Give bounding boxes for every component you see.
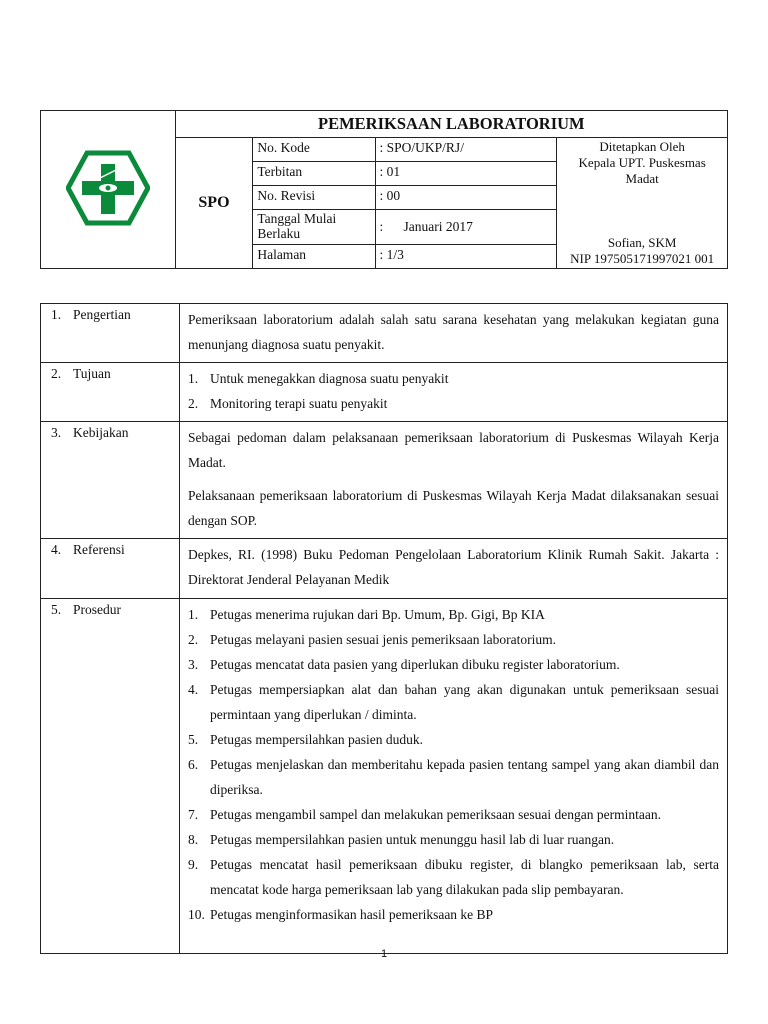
section-content bbox=[180, 422, 728, 539]
sign-name: Sofian, SKM bbox=[607, 235, 677, 250]
section-row bbox=[41, 422, 728, 539]
document-title: PEMERIKSAAN LABORATORIUM bbox=[175, 111, 727, 138]
meta-value: : SPO/UKP/RJ/ bbox=[375, 138, 557, 162]
list-item: 8. Petugas mempersilahkan pasien untuk menunggu hasil lab di luar ruangan. bbox=[188, 832, 615, 847]
spo-header-table bbox=[40, 110, 728, 269]
meta-value: : 01 bbox=[375, 162, 557, 186]
sign-line1: Ditetapkan Oleh bbox=[599, 139, 685, 154]
meta-key: Halaman bbox=[253, 245, 375, 269]
list-item: 6. Petugas menjelaskan dan memberitahu kepada pasien tentang sampel yang akan diambil dan diperiksa. bbox=[188, 757, 719, 797]
section-label: 2. Tujuan bbox=[41, 363, 180, 422]
paragraph: Pelaksanaan pemeriksaan laboratorium di Puskesmas Wilayah Kerja Madat dilaksanakan sesuai dengan SOP. bbox=[188, 488, 719, 528]
list-item: 2. Petugas melayani pasien sesuai jenis pemeriksaan laboratorium. bbox=[188, 632, 557, 647]
meta-key: No. Kode bbox=[253, 138, 375, 162]
list-item: 1. Petugas menerima rujukan dari Bp. Umum, Bp. Gigi, Bp KIA bbox=[188, 607, 545, 622]
sign-line2: Kepala UPT. Puskesmas Madat bbox=[578, 155, 706, 186]
section-label: 5. Prosedur bbox=[41, 599, 180, 954]
meta-value: : Januari 2017 bbox=[375, 210, 557, 245]
list-item: 4. Petugas mempersiapkan alat dan bahan yang akan digunakan untuk pemeriksaan sesuai permintaan yang diperlukan / diminta. bbox=[188, 682, 719, 722]
meta-value: : 1/3 bbox=[375, 245, 557, 269]
section-content: Pemeriksaan laboratorium adalah salah satu sarana kesehatan yang melakukan kegiatan guna menunjang diagnosa suatu penyakit. bbox=[180, 304, 728, 363]
section-content: Depkes, RI. (1998) Buku Pedoman Pengelolaan Laboratorium Klinik Rumah Sakit. Jakarta : Direktorat Jenderal Pelayanan Medik bbox=[180, 539, 728, 599]
section-label: 4. Referensi bbox=[41, 539, 180, 599]
signature-block bbox=[557, 138, 728, 269]
section-content bbox=[180, 363, 728, 422]
section-row bbox=[41, 539, 728, 599]
puskesmas-logo-icon bbox=[66, 150, 150, 226]
section-row bbox=[41, 363, 728, 422]
list-item: 5. Petugas mempersilahkan pasien duduk. bbox=[188, 732, 423, 747]
logo-cell bbox=[41, 111, 176, 269]
page-number: 1 bbox=[380, 948, 388, 960]
spo-label: SPO bbox=[175, 138, 253, 269]
section-label: 1. Pengertian bbox=[41, 304, 180, 363]
meta-key: Tanggal Mulai Berlaku bbox=[253, 210, 375, 245]
section-row bbox=[41, 304, 728, 363]
section-row bbox=[41, 599, 728, 954]
paragraph: Sebagai pedoman dalam pelaksanaan pemeriksaan laboratorium di Puskesmas Wilayah Kerja Madat. bbox=[188, 430, 719, 470]
list-item: 9. Petugas mencatat hasil pemeriksaan dibuku register, di blangko pemeriksaan lab, serta mencatat kode harga pemeriksaan lab yang dilakukan pada slip pembayaran. bbox=[188, 857, 719, 897]
sign-nip: NIP 197505171997021 001 bbox=[570, 251, 715, 266]
list-item: 2. Monitoring terapi suatu penyakit bbox=[188, 396, 388, 411]
section-label: 3. Kebijakan bbox=[41, 422, 180, 539]
list-item: 3. Petugas mencatat data pasien yang diperlukan dibuku register laboratorium. bbox=[188, 657, 620, 672]
meta-key: No. Revisi bbox=[253, 186, 375, 210]
section-content bbox=[180, 599, 728, 954]
list-item: 1. Untuk menegakkan diagnosa suatu penyakit bbox=[188, 371, 449, 386]
meta-value: : 00 bbox=[375, 186, 557, 210]
spo-body-table bbox=[40, 303, 728, 954]
list-item: 10. Petugas menginformasikan hasil pemeriksaan ke BP bbox=[188, 907, 494, 922]
meta-key: Terbitan bbox=[253, 162, 375, 186]
list-item: 7. Petugas mengambil sampel dan melakukan pemeriksaan sesuai dengan permintaan. bbox=[188, 807, 661, 822]
